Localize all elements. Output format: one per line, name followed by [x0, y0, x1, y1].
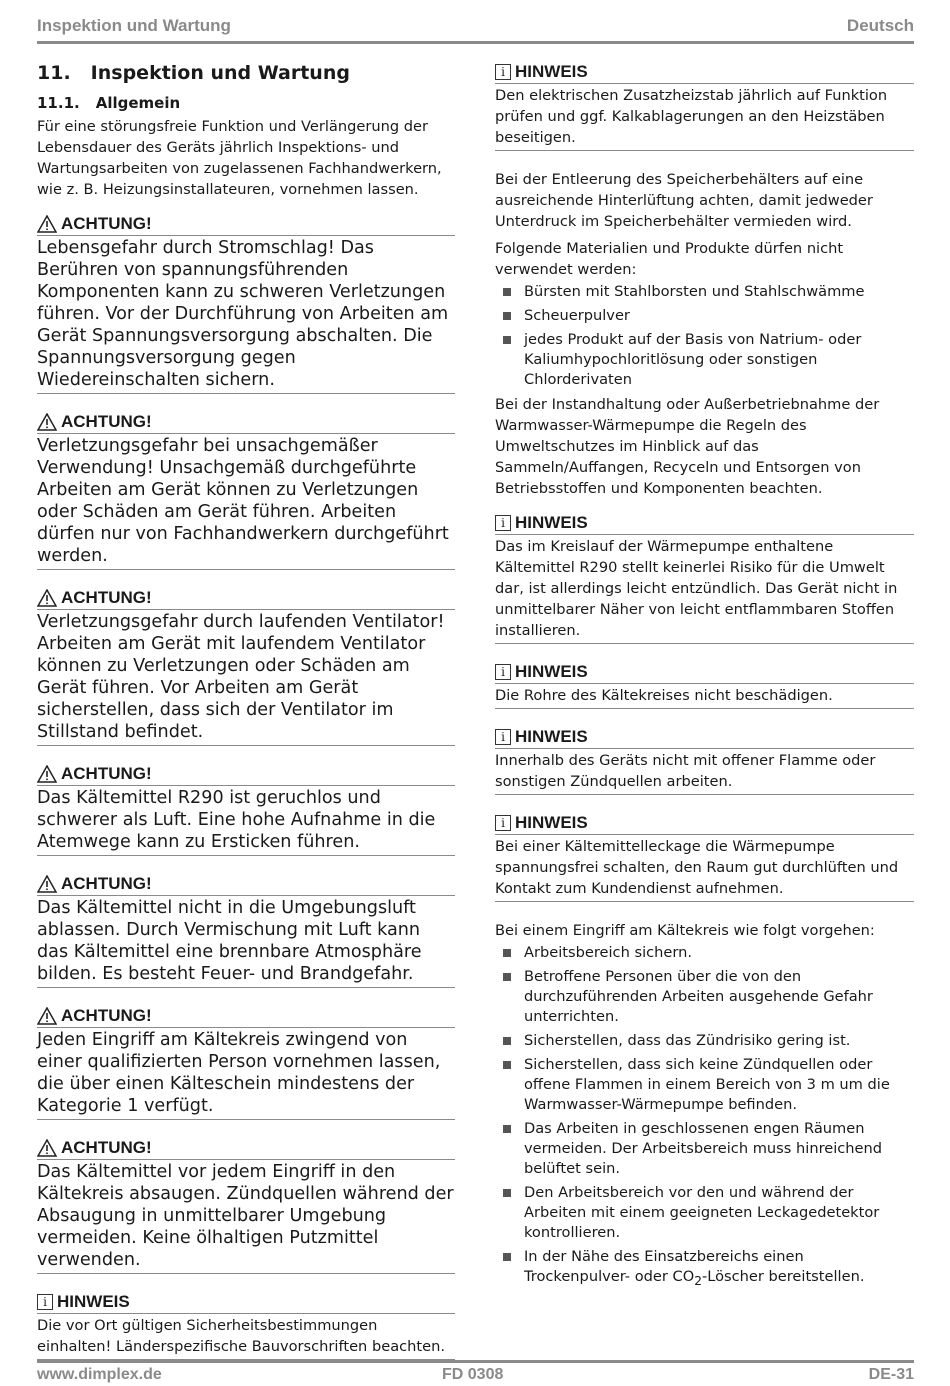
info-icon: i [495, 815, 511, 831]
co2-subscript: 2 [694, 1273, 702, 1288]
footer-website: www.dimplex.de [37, 1366, 162, 1383]
list-item: Sicherstellen, dass das Zündrisiko gering ist. [495, 1031, 914, 1051]
list-item [495, 1247, 914, 1291]
page-footer [37, 1366, 914, 1386]
procedure-list [495, 943, 914, 1291]
warning-box [37, 764, 455, 856]
warning-label: ACHTUNG! [61, 764, 152, 783]
warning-triangle-icon [37, 589, 57, 607]
note-box [37, 1292, 455, 1360]
intro-paragraph: Für eine störungsfreie Funktion und Verlängerung der Lebensdauer des Geräts jährlich Inspektions- und Wartungsarbeiten von zugelassenen Fachhandwerkern, wie z. B. Heizungsinstallateuren, vornehmen lassen. [37, 118, 442, 198]
drain-paragraph: Bei der Entleerung des Speicherbehälters auf eine ausreichende Hinterlüftung achten, damit jedweder Unterdruck im Speicherbehälter vermieden wird. [495, 171, 873, 230]
warning-text: Das Kältemittel R290 ist geruchlos und schwerer als Luft. Eine hohe Aufnahme in die Atemwege kann zu Ersticken führen. [37, 788, 436, 852]
warning-text: Jeden Eingriff am Kältekreis zwingend von einer qualifizierten Person vornehmen lassen, die über einen Kälteschein mindestens der Kategorie 1 verfügt. [37, 1030, 441, 1116]
list-item: Das Arbeiten in geschlossenen engen Räumen vermeiden. Der Arbeitsbereich muss hinreichend belüftet sein. [495, 1119, 914, 1179]
warning-text: Das Kältemittel vor jedem Eingriff in den Kältekreis absaugen. Zündquellen während der Absaugung in unmittelbarer Umgebung vermeiden. Keine ölhaltigen Putzmittel verwenden. [37, 1162, 454, 1270]
header-rule [37, 41, 914, 44]
materials-paragraph: Folgende Materialien und Produkte dürfen nicht verwendet werden: [495, 240, 844, 278]
note-heading [495, 727, 914, 749]
section-heading [37, 62, 455, 84]
warning-heading [37, 1006, 455, 1028]
note-text: Die Rohre des Kältekreises nicht beschädigen. [495, 687, 833, 704]
warning-heading [37, 588, 455, 610]
info-icon: i [495, 64, 511, 80]
info-icon: i [495, 664, 511, 680]
note-label: HINWEIS [515, 662, 588, 681]
page-header [37, 14, 914, 38]
list-item: Sicherstellen, dass sich keine Zündquellen oder offene Flammen in einem Bereich von 3 m um die Warmwasser-Wärmepumpe befinden. [495, 1055, 914, 1115]
warning-heading [37, 764, 455, 786]
procedure-paragraph: Bei einem Eingriff am Kältekreis wie folgt vorgehen: [495, 922, 875, 939]
warning-heading [37, 1138, 455, 1160]
footer-page-number: DE-31 [868, 1366, 914, 1383]
info-icon: i [37, 1294, 53, 1310]
section-number: 11. [37, 62, 71, 84]
warning-heading [37, 874, 455, 896]
subsection-title: Allgemein [95, 94, 181, 112]
section-title: Inspektion und Wartung [90, 62, 350, 84]
warning-label: ACHTUNG! [61, 874, 152, 893]
note-box [495, 62, 914, 151]
list-item: Bürsten mit Stahlborsten und Stahlschwämme [495, 282, 914, 302]
step-text: -Löscher bereitstellen. [701, 1268, 865, 1285]
warning-triangle-icon [37, 765, 57, 783]
warning-triangle-icon [37, 215, 57, 233]
note-label: HINWEIS [57, 1292, 130, 1311]
list-item: jedes Produkt auf der Basis von Natrium- oder Kaliumhypochloritlösung oder sonstigen Chlorderivaten [495, 330, 914, 390]
warning-label: ACHTUNG! [61, 214, 152, 233]
right-column [495, 62, 914, 1295]
note-heading [495, 513, 914, 535]
footer-rule [37, 1360, 914, 1363]
warning-text: Verletzungsgefahr durch laufenden Ventilator! Arbeiten am Gerät mit laufendem Ventilator können zu Verletzungen oder Schäden am Gerät führen. Vor Arbeiten am Gerät sicherstellen, dass sich der Ventilator im Stillstand befindet. [37, 612, 445, 742]
note-heading [495, 813, 914, 835]
warning-text: Verletzungsgefahr bei unsachgemäßer Verwendung! Unsachgemäß durchgeführte Arbeiten am Gerät können zu Verletzungen oder Schäden am Gerät führen. Arbeiten dürfen nur von Fachhandwerkern durchgeführt werden. [37, 436, 449, 566]
maintenance-paragraph: Bei der Instandhaltung oder Außerbetriebnahme der Warmwasser-Wärmepumpe die Regeln des Umweltschutzes im Hinblick auf das Sammeln/Auffangen, Recyceln und Entsorgen von Betriebsstoffen und Komponenten beachten. [495, 396, 880, 497]
warning-label: ACHTUNG! [61, 412, 152, 431]
warning-heading [37, 412, 455, 434]
warning-text: Lebensgefahr durch Stromschlag! Das Berühren von spannungsführenden Komponenten kann zu schweren Verletzungen führen. Vor der Durchführung von Arbeiten am Gerät Spannungsversorgung abschalten. Die Spannungsversorgung gegen Wiedereinschalten sichern. [37, 238, 449, 390]
materials-list [495, 282, 914, 390]
warning-box [37, 1138, 455, 1274]
note-text: Das im Kreislauf der Wärmepumpe enthaltene Kältemittel R290 stellt keinerlei Risiko für die Umwelt dar, ist allerdings leicht entzündlich. Das Gerät nicht in unmittelbarer Näher von leicht entflammbaren Stoffen installieren. [495, 538, 898, 639]
list-item: Arbeitsbereich sichern. [495, 943, 914, 963]
note-text: Innerhalb des Geräts nicht mit offener Flamme oder sonstigen Zündquellen arbeiten. [495, 752, 876, 790]
warning-triangle-icon [37, 1007, 57, 1025]
warning-triangle-icon [37, 1139, 57, 1157]
warning-box [37, 214, 455, 394]
note-text: Bei einer Kältemittelleckage die Wärmepumpe spannungsfrei schalten, den Raum gut durchlüften und Kontakt zum Kundendienst aufnehmen. [495, 838, 899, 897]
warning-box [37, 874, 455, 988]
warning-label: ACHTUNG! [61, 1006, 152, 1025]
list-item: Betroffene Personen über die von den durchzuführenden Arbeiten ausgehende Gefahr unterrichten. [495, 967, 914, 1027]
list-item: Den Arbeitsbereich vor den und während der Arbeiten mit einem geeigneten Leckagedetektor kontrollieren. [495, 1183, 914, 1243]
note-box [495, 813, 914, 902]
note-box [495, 513, 914, 644]
warning-triangle-icon [37, 413, 57, 431]
header-language: Deutsch [846, 16, 914, 35]
warning-triangle-icon [37, 875, 57, 893]
note-text: Die vor Ort gültigen Sicherheitsbestimmungen einhalten! Länderspezifische Bauvorschriften beachten. [37, 1317, 445, 1355]
warning-box [37, 588, 455, 746]
footer-document-code: FD 0308 [442, 1366, 504, 1383]
warning-box [37, 412, 455, 570]
warning-label: ACHTUNG! [61, 1138, 152, 1157]
note-label: HINWEIS [515, 62, 588, 81]
note-heading [37, 1292, 455, 1314]
note-label: HINWEIS [515, 513, 588, 532]
note-text: Den elektrischen Zusatzheizstab jährlich auf Funktion prüfen und ggf. Kalkablagerungen an den Heizstäben beseitigen. [495, 87, 888, 146]
step-text: In der Nähe des Einsatzbereichs einen Trockenpulver- oder CO [524, 1248, 804, 1285]
warning-label: ACHTUNG! [61, 588, 152, 607]
note-heading [495, 662, 914, 684]
subsection-number: 11.1. [37, 94, 80, 112]
header-title: Inspektion und Wartung [37, 16, 231, 35]
note-box [495, 727, 914, 795]
note-heading [495, 62, 914, 84]
warning-heading [37, 214, 455, 236]
warning-box [37, 1006, 455, 1120]
note-box [495, 662, 914, 709]
note-label: HINWEIS [515, 727, 588, 746]
list-item: Scheuerpulver [495, 306, 914, 326]
left-column [37, 62, 455, 1378]
info-icon: i [495, 515, 511, 531]
note-label: HINWEIS [515, 813, 588, 832]
info-icon: i [495, 729, 511, 745]
warning-text: Das Kältemittel nicht in die Umgebungsluft ablassen. Durch Vermischung mit Luft kann das Kältemittel eine brennbare Atmosphäre bilden. Es besteht Feuer- und Brandgefahr. [37, 898, 422, 984]
subsection-heading [37, 94, 455, 112]
